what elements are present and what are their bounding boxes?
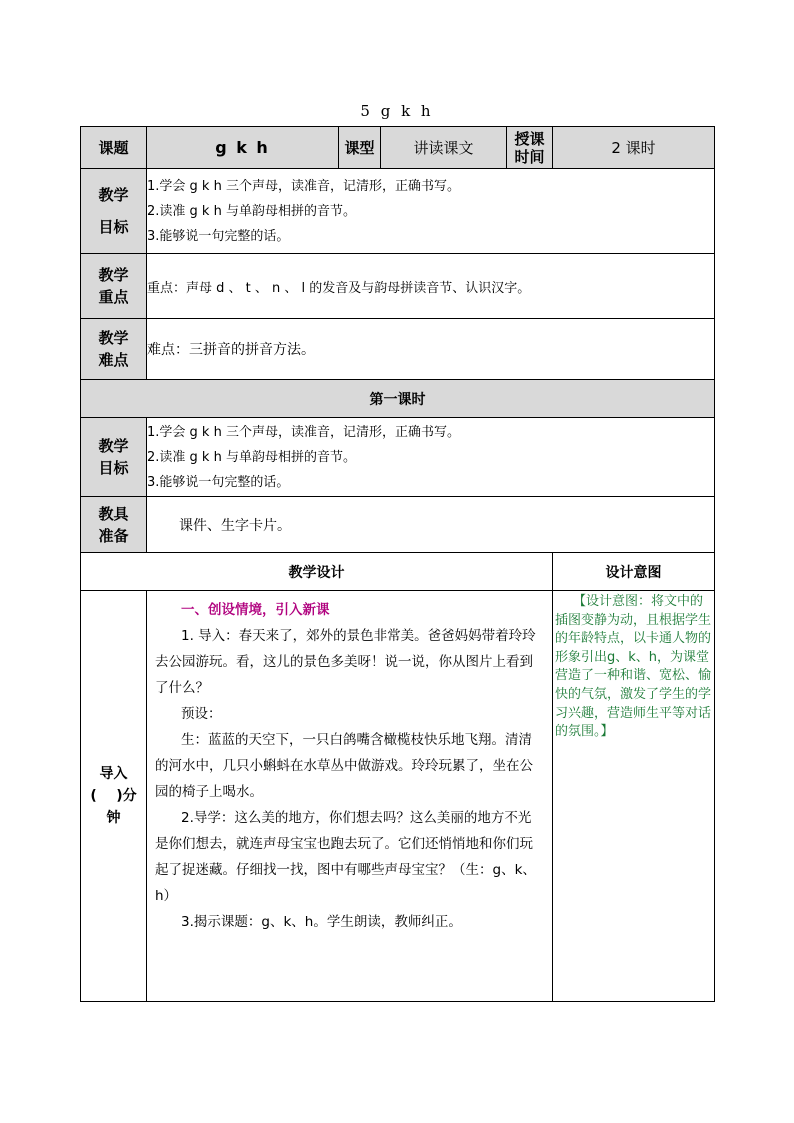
goal-item: 3.能够说一句完整的话。 xyxy=(147,228,290,244)
lesson-goal-item: 2.读准 g k h 与单韵母相拼的音节。 xyxy=(147,449,356,465)
design-header-row xyxy=(81,553,715,591)
goals-label-line2: 目标 xyxy=(98,218,129,236)
design-paragraph: 2.导学：这么美的地方，你们想去吗？这么美丽的地方不光是你们想去，就连声母宝宝也跑去玩了。它们还悄悄地和你们玩起了捉迷藏。仔细找一找，图中有哪些声母宝宝？（生：g、k、h） xyxy=(155,810,536,904)
key-points-label-line1: 教学 xyxy=(98,266,129,284)
teaching-time-label-line2: 时间 xyxy=(514,147,545,166)
key-points-label-line2: 重点 xyxy=(98,288,129,306)
lesson-goals-content xyxy=(147,418,715,497)
goals-row xyxy=(81,169,715,254)
lesson-goal-item: 1.学会 g k h 三个声母，读准音，记清形，正确书写。 xyxy=(147,424,460,440)
lesson-goals-label-line1: 教学 xyxy=(98,437,129,455)
key-points-label xyxy=(81,254,147,319)
goals-label-line1: 教学 xyxy=(98,186,129,204)
design-paragraph: 预设： xyxy=(181,706,222,722)
prep-label-line2: 准备 xyxy=(98,526,129,545)
design-paragraph: 生：蓝蓝的天空下，一只白鸽嘴含橄榄枝快乐地飞翔。清清的河水中，几只小蝌蚪在水草丛中做游戏。玲玲玩累了，坐在公园的椅子上喝水。 xyxy=(155,732,533,800)
phase-label xyxy=(81,591,147,1002)
topic-value: g k h xyxy=(147,127,339,169)
first-lesson-title: 第一课时 xyxy=(81,380,715,418)
lesson-goals-row xyxy=(81,418,715,497)
teaching-time-label-line1: 授课 xyxy=(514,129,545,148)
lesson-type-label: 课型 xyxy=(339,127,381,169)
phase-label-line1: 导入 xyxy=(99,766,128,782)
lesson-plan-table xyxy=(80,126,715,1002)
header-row xyxy=(81,127,715,169)
key-points-row xyxy=(81,254,715,319)
design-body-row xyxy=(81,591,715,1002)
design-header: 教学设计 xyxy=(81,553,553,591)
prep-row xyxy=(81,497,715,553)
first-lesson-row xyxy=(81,380,715,418)
difficulties-text: 难点：三拼音的拼音方法。 xyxy=(147,319,715,380)
design-content xyxy=(147,591,553,1002)
prep-label xyxy=(81,497,147,553)
phase-label-line3: 钟 xyxy=(106,810,121,826)
lesson-goals-label xyxy=(81,418,147,497)
goals-content xyxy=(147,169,715,254)
design-paragraph: 1. 导入：春天来了，郊外的景色非常美。爸爸妈妈带着玲玲去公园游玩。看，这儿的景色多美呀！说一说，你从图片上看到了什么？ xyxy=(155,628,536,696)
prep-text: 课件、生字卡片。 xyxy=(147,497,715,553)
lesson-type-value: 讲读课文 xyxy=(381,127,507,169)
goals-label xyxy=(81,169,147,254)
document-title: 5 g k h xyxy=(360,102,434,120)
design-intent-text: 【设计意图：将文中的插图变静为动，且根据学生的年龄特点，以卡通人物的形象引出g、k、h，为课堂营造了一种和谐、宽松、愉快的气氛，激发了学生的学习兴趣，营造师生平等对话的氛围。】 xyxy=(555,594,712,740)
section-heading: 一、创设情境，引入新课 xyxy=(181,602,330,618)
goal-item: 2.读准 g k h 与单韵母相拼的音节。 xyxy=(147,203,356,219)
goal-item: 1.学会 g k h 三个声母，读准音，记清形，正确书写。 xyxy=(147,178,460,194)
intent-header: 设计意图 xyxy=(553,553,715,591)
teaching-hours-value: 2 课时 xyxy=(553,127,715,169)
phase-label-line2: ( )分 xyxy=(90,788,137,804)
design-paragraph: 3.揭示课题：g、k、h。学生朗读，教师纠正。 xyxy=(181,914,462,930)
design-intent-content xyxy=(553,591,715,1002)
difficulties-label-line2: 难点 xyxy=(98,351,129,369)
teaching-time-label xyxy=(507,127,553,169)
difficulties-label-line1: 教学 xyxy=(98,329,129,347)
lesson-goal-item: 3.能够说一句完整的话。 xyxy=(147,474,290,490)
difficulties-row xyxy=(81,319,715,380)
key-points-text: 重点：声母 d 、 t 、 n 、 l 的发音及与韵母拼读音节、认识汉字。 xyxy=(147,254,715,319)
lesson-goals-label-line2: 目标 xyxy=(98,459,129,477)
difficulties-label xyxy=(81,319,147,380)
prep-label-line1: 教具 xyxy=(98,504,129,523)
topic-label: 课题 xyxy=(81,127,147,169)
